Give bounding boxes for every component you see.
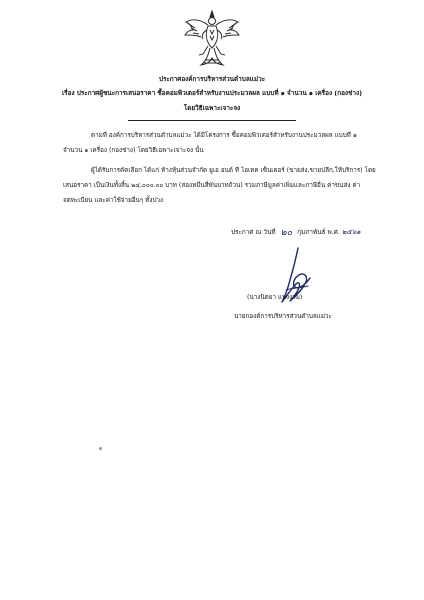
signer-title: นายกองค์การบริหารส่วนตำบลแม่วะ <box>234 313 332 320</box>
paragraph2-line3: จดทะเบียน และค่าใช้จ่ายอื่นๆ ทั้งปวง <box>63 197 164 204</box>
paragraph2-line2: เสนอราคา เป็นเงินทั้งสิ้น ๒๔,๐๐๐.๐๐ บาท (สองหมื่นสี่พันบาทถ้วน) รวมภาษีมูลค่าเพิ่มและภาษีอื่น ค่าขนส่ง ค่า <box>63 182 361 189</box>
document-heading-method: โดยวิธีเฉพาะเจาะจง <box>183 104 241 112</box>
date-day: ๒๐ <box>280 228 293 238</box>
paragraph1-line1: ตามที่ องค์การบริหารส่วนตำบลแม่วะ ได้มีโครงการ ซื้อคอมพิวเตอร์สำหรับงานประมวลผล แบบที่ ๑ <box>91 132 357 139</box>
signer-name: (นางนิตยา แปงงาม) <box>247 294 303 301</box>
heading-divider <box>128 120 296 121</box>
date-year: ๒๕๖๑ <box>341 228 361 236</box>
date-month: กุมภาพันธ์ พ.ศ. <box>297 228 340 236</box>
garuda-emblem-icon <box>181 8 243 70</box>
document-heading-subject: เรื่อง ประกาศผู้ชนะการเสนอราคา ซื้อคอมพิวเตอร์สำหรับงานประมวลผล แบบที่ ๑ จำนวน ๑ เครื่อง (กองช่าง) <box>61 89 363 97</box>
paragraph1-line2: จำนวน ๑ เครื่อง (กองช่าง) โดยวิธีเฉพาะเจาะจง นั้น <box>63 147 204 154</box>
document-heading-org: ประกาศองค์การบริหารส่วนตำบลแม่วะ <box>158 75 266 83</box>
paragraph2-line1: ผู้ได้รับการคัดเลือก ได้แก่ ห้างหุ้นส่วนจำกัด ยูเอ อนด์ ที ไอเทค เซ็นเตอร์ (ขายส่ง,ขายปลีก,ให้บริการ) โดย <box>91 167 376 174</box>
announcement-date <box>231 224 361 238</box>
scan-speck <box>99 447 102 450</box>
date-prefix: ประกาศ ณ วันที่ <box>231 228 276 236</box>
